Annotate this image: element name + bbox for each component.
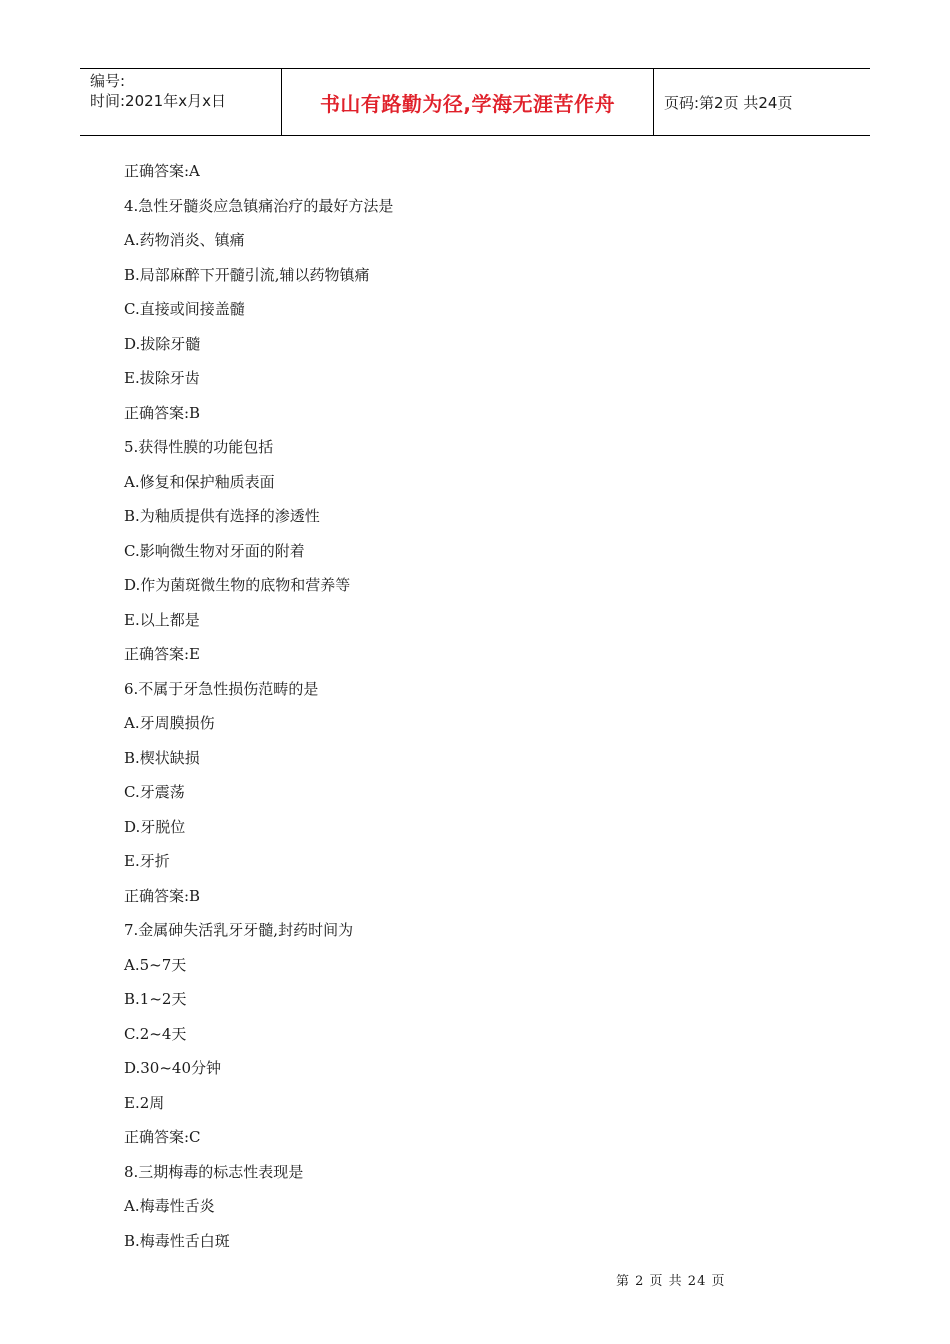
option-line: E.2周: [124, 1093, 165, 1112]
option-line: B.局部麻醉下开髓引流,辅以药物镇痛: [124, 265, 370, 284]
option-line: D.作为菌斑微生物的底物和营养等: [124, 576, 351, 594]
option-line: E.拔除牙齿: [124, 369, 200, 387]
answer-line: 正确答案:B: [124, 886, 201, 905]
question-line: 8.三期梅毒的标志性表现是: [124, 1162, 304, 1181]
answer-line: 正确答案:C: [124, 1128, 201, 1146]
header-meta: [80, 69, 282, 135]
question-line: 6.不属于牙急性损伤范畴的是: [124, 679, 319, 698]
option-line: C.牙震荡: [124, 783, 185, 801]
option-line: A.药物消炎、镇痛: [124, 231, 245, 249]
page-footer: 第 2 页 共 24 页: [616, 1274, 726, 1289]
document-number-label: 编号:: [90, 72, 126, 90]
option-line: D.牙脱位: [124, 817, 186, 836]
option-line: B.楔状缺损: [124, 748, 200, 767]
option-line: C.2~4天: [124, 1024, 187, 1043]
option-line: A.梅毒性舌炎: [124, 1197, 215, 1215]
option-line: C.影响微生物对牙面的附着: [124, 541, 305, 560]
document-body: [124, 154, 824, 1258]
option-line: D.30~40分钟: [124, 1059, 222, 1077]
text-line: 正确答案:A: [124, 162, 200, 180]
option-line: B.1~2天: [124, 990, 187, 1008]
option-line: E.牙折: [124, 852, 170, 870]
answer-line: 正确答案:E: [124, 645, 201, 663]
header-page-info: 页码:第2页 共24页: [664, 93, 793, 112]
option-line: D.拔除牙髓: [124, 334, 201, 353]
document-date: 时间:2021年x月x日: [90, 92, 226, 110]
question-line: 4.急性牙髓炎应急镇痛治疗的最好方法是: [124, 196, 394, 215]
option-line: C.直接或间接盖髓: [124, 300, 245, 318]
question-line: 5.获得性膜的功能包括: [124, 438, 274, 456]
question-line: 7.金属砷失活乳牙牙髓,封药时间为: [124, 921, 354, 939]
option-line: A.牙周膜损伤: [124, 714, 215, 732]
option-line: B.梅毒性舌白斑: [124, 1231, 230, 1250]
header-motto: 书山有路勤为径,学海无涯苦作舟: [282, 69, 654, 135]
option-line: E.以上都是: [124, 610, 200, 629]
option-line: A.5~7天: [124, 955, 187, 974]
page-header: [80, 68, 870, 136]
option-line: A.修复和保护釉质表面: [124, 472, 275, 491]
answer-line: 正确答案:B: [124, 403, 201, 422]
option-line: B.为釉质提供有选择的渗透性: [124, 507, 320, 525]
